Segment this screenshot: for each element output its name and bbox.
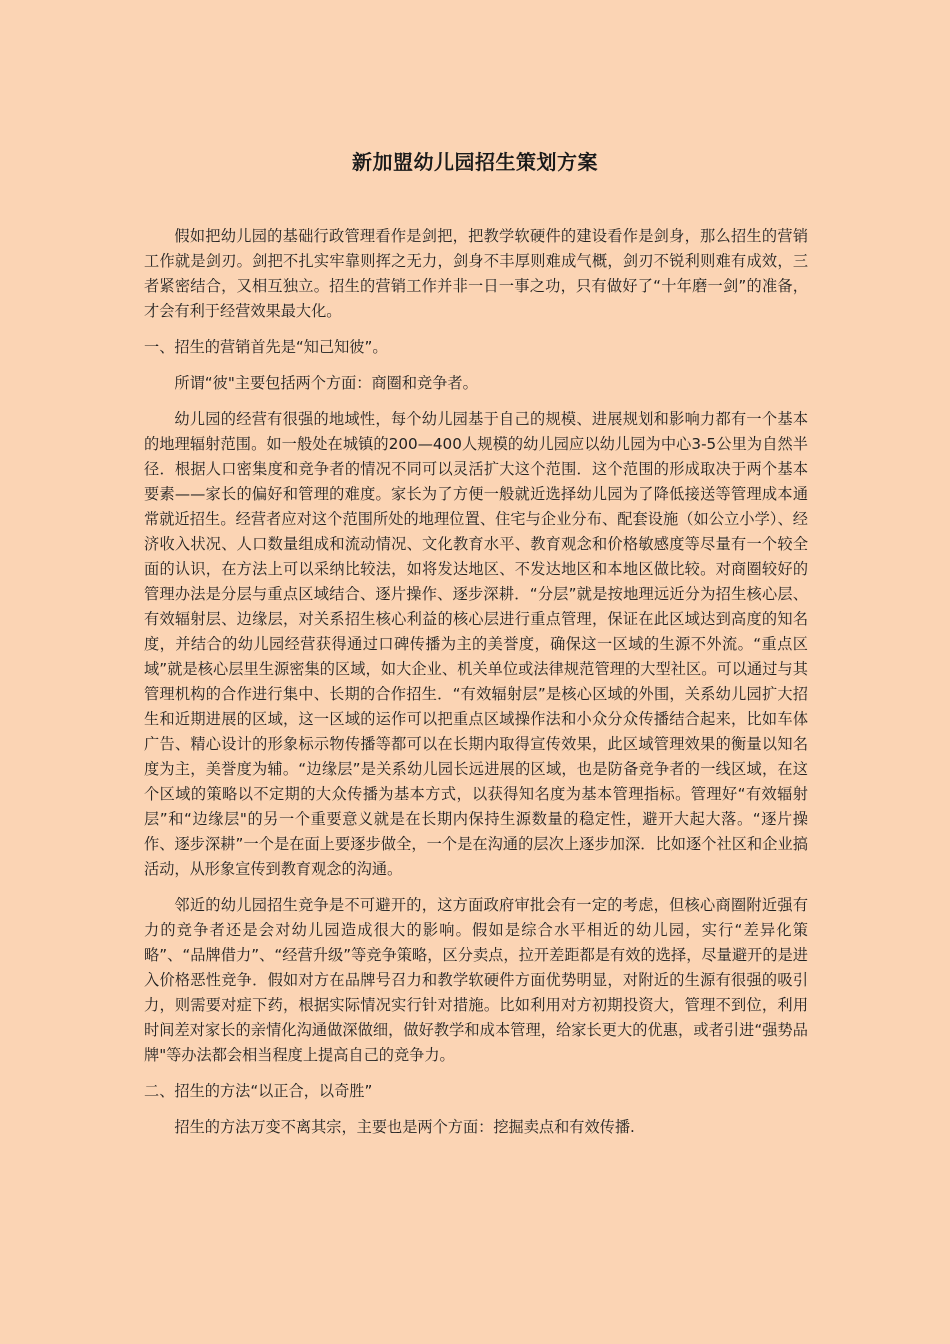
body-paragraph: 幼儿园的经营有很强的地域性，每个幼儿园基于自己的规模、进展规划和影响力都有一个基本的地理辐射范围。如一般处在城镇的200—400人规模的幼儿园应以幼儿园为中心3-5公里为自然半径．根据人口密集度和竞争者的情况不同可以灵活扩大这个范围．这个范围的形成取决于两个基本要素——家长的偏好和管理的难度。家长为了方便一般就近选择幼儿园为了降低接送等管理成本通常就近招生。经营者应对这个范围所处的地理位置、住宅与企业分布、配套设施（如公立小学）、经济收入状况、人口数量组成和流动情况、文化教育水平、教育观念和价格敏感度等尽量有一个较全面的认识，在方法上可以采纳比较法，如将发达地区、不发达地区和本地区做比较。对商圈较好的管理办法是分层与重点区域结合、逐片操作、逐步深耕．“分层”就是按地理远近分为招生核心层、有效辐射层、边缘层，对关系招生核心利益的核心层进行重点管理，保证在此区域达到高度的知名度，并结合的幼儿园经营获得通过口碑传播为主的美誉度，确保这一区域的生源不外流。“重点区域”就是核心层里生源密集的区域，如大企业、机关单位或法律规范管理的大型社区。可以通过与其管理机构的合作进行集中、长期的合作招生．“有效辐射层”是核心区域的外围，关系幼儿园扩大招生和近期进展的区域，这一区域的运作可以把重点区域操作法和小众分众传播结合起来，比如车体广告、精心设计的形象标示物传播等都可以在长期内取得宣传效果，此区域管理效果的衡量以知名度为主，美誉度为辅。“边缘层”是关系幼儿园长远进展的区域，也是防备竞争者的一线区域，在这个区域的策略以不定期的大众传播为基本方式，以获得知名度为基本管理指标。管理好“有效辐射层”和“边缘层"的另一个重要意义就是在长期内保持生源数量的稳定性，避开大起大落。“逐片操作、逐步深耕”一个是在面上要逐步做全，一个是在沟通的层次上逐步加深．比如逐个社区和企业搞活动，从形象宣传到教育观念的沟通。 [144,410,808,878]
section-heading-1: 一、招生的营销首先是“知己知彼”。 [144,338,388,356]
document-body [144,224,808,1151]
body-paragraph: 所谓“彼"主要包括两个方面：商圈和竞争者。 [174,374,478,392]
intro-paragraph: 假如把幼儿园的基础行政管理看作是剑把，把教学软硬件的建设看作是剑身，那么招生的营销工作就是剑刃。剑把不扎实牢靠则挥之无力，剑身不丰厚则难成气概，剑刃不锐利则难有成效，三者紧密结合，又相互独立。招生的营销工作并非一日一事之功，只有做好了“十年磨一剑”的准备，才会有利于经营效果最大化。 [144,227,808,320]
body-paragraph: 招生的方法万变不离其宗，主要也是两个方面：挖掘卖点和有效传播. [174,1118,635,1136]
document-title: 新加盟幼儿园招生策划方案 [352,150,598,174]
section-heading-2: 二、招生的方法“以正合，以奇胜” [144,1082,373,1100]
body-paragraph: 邻近的幼儿园招生竞争是不可避开的，这方面政府审批会有一定的考虑，但核心商圈附近强有力的竞争者还是会对幼儿园造成很大的影响。假如是综合水平相近的幼儿园，实行“差异化策略”、“品牌借力”、“经营升级”等竞争策略，区分卖点，拉开差距都是有效的选择，尽量避开的是进入价格恶性竞争．假如对方在品牌号召力和教学软硬件方面优势明显，对附近的生源有很强的吸引力，则需要对症下药，根据实际情况实行针对措施。比如利用对方初期投资大，管理不到位，利用时间差对家长的亲情化沟通做深做细，做好教学和成本管理，给家长更大的优惠，或者引进“强势品牌"等办法都会相当程度上提高自己的竞争力。 [144,896,808,1064]
